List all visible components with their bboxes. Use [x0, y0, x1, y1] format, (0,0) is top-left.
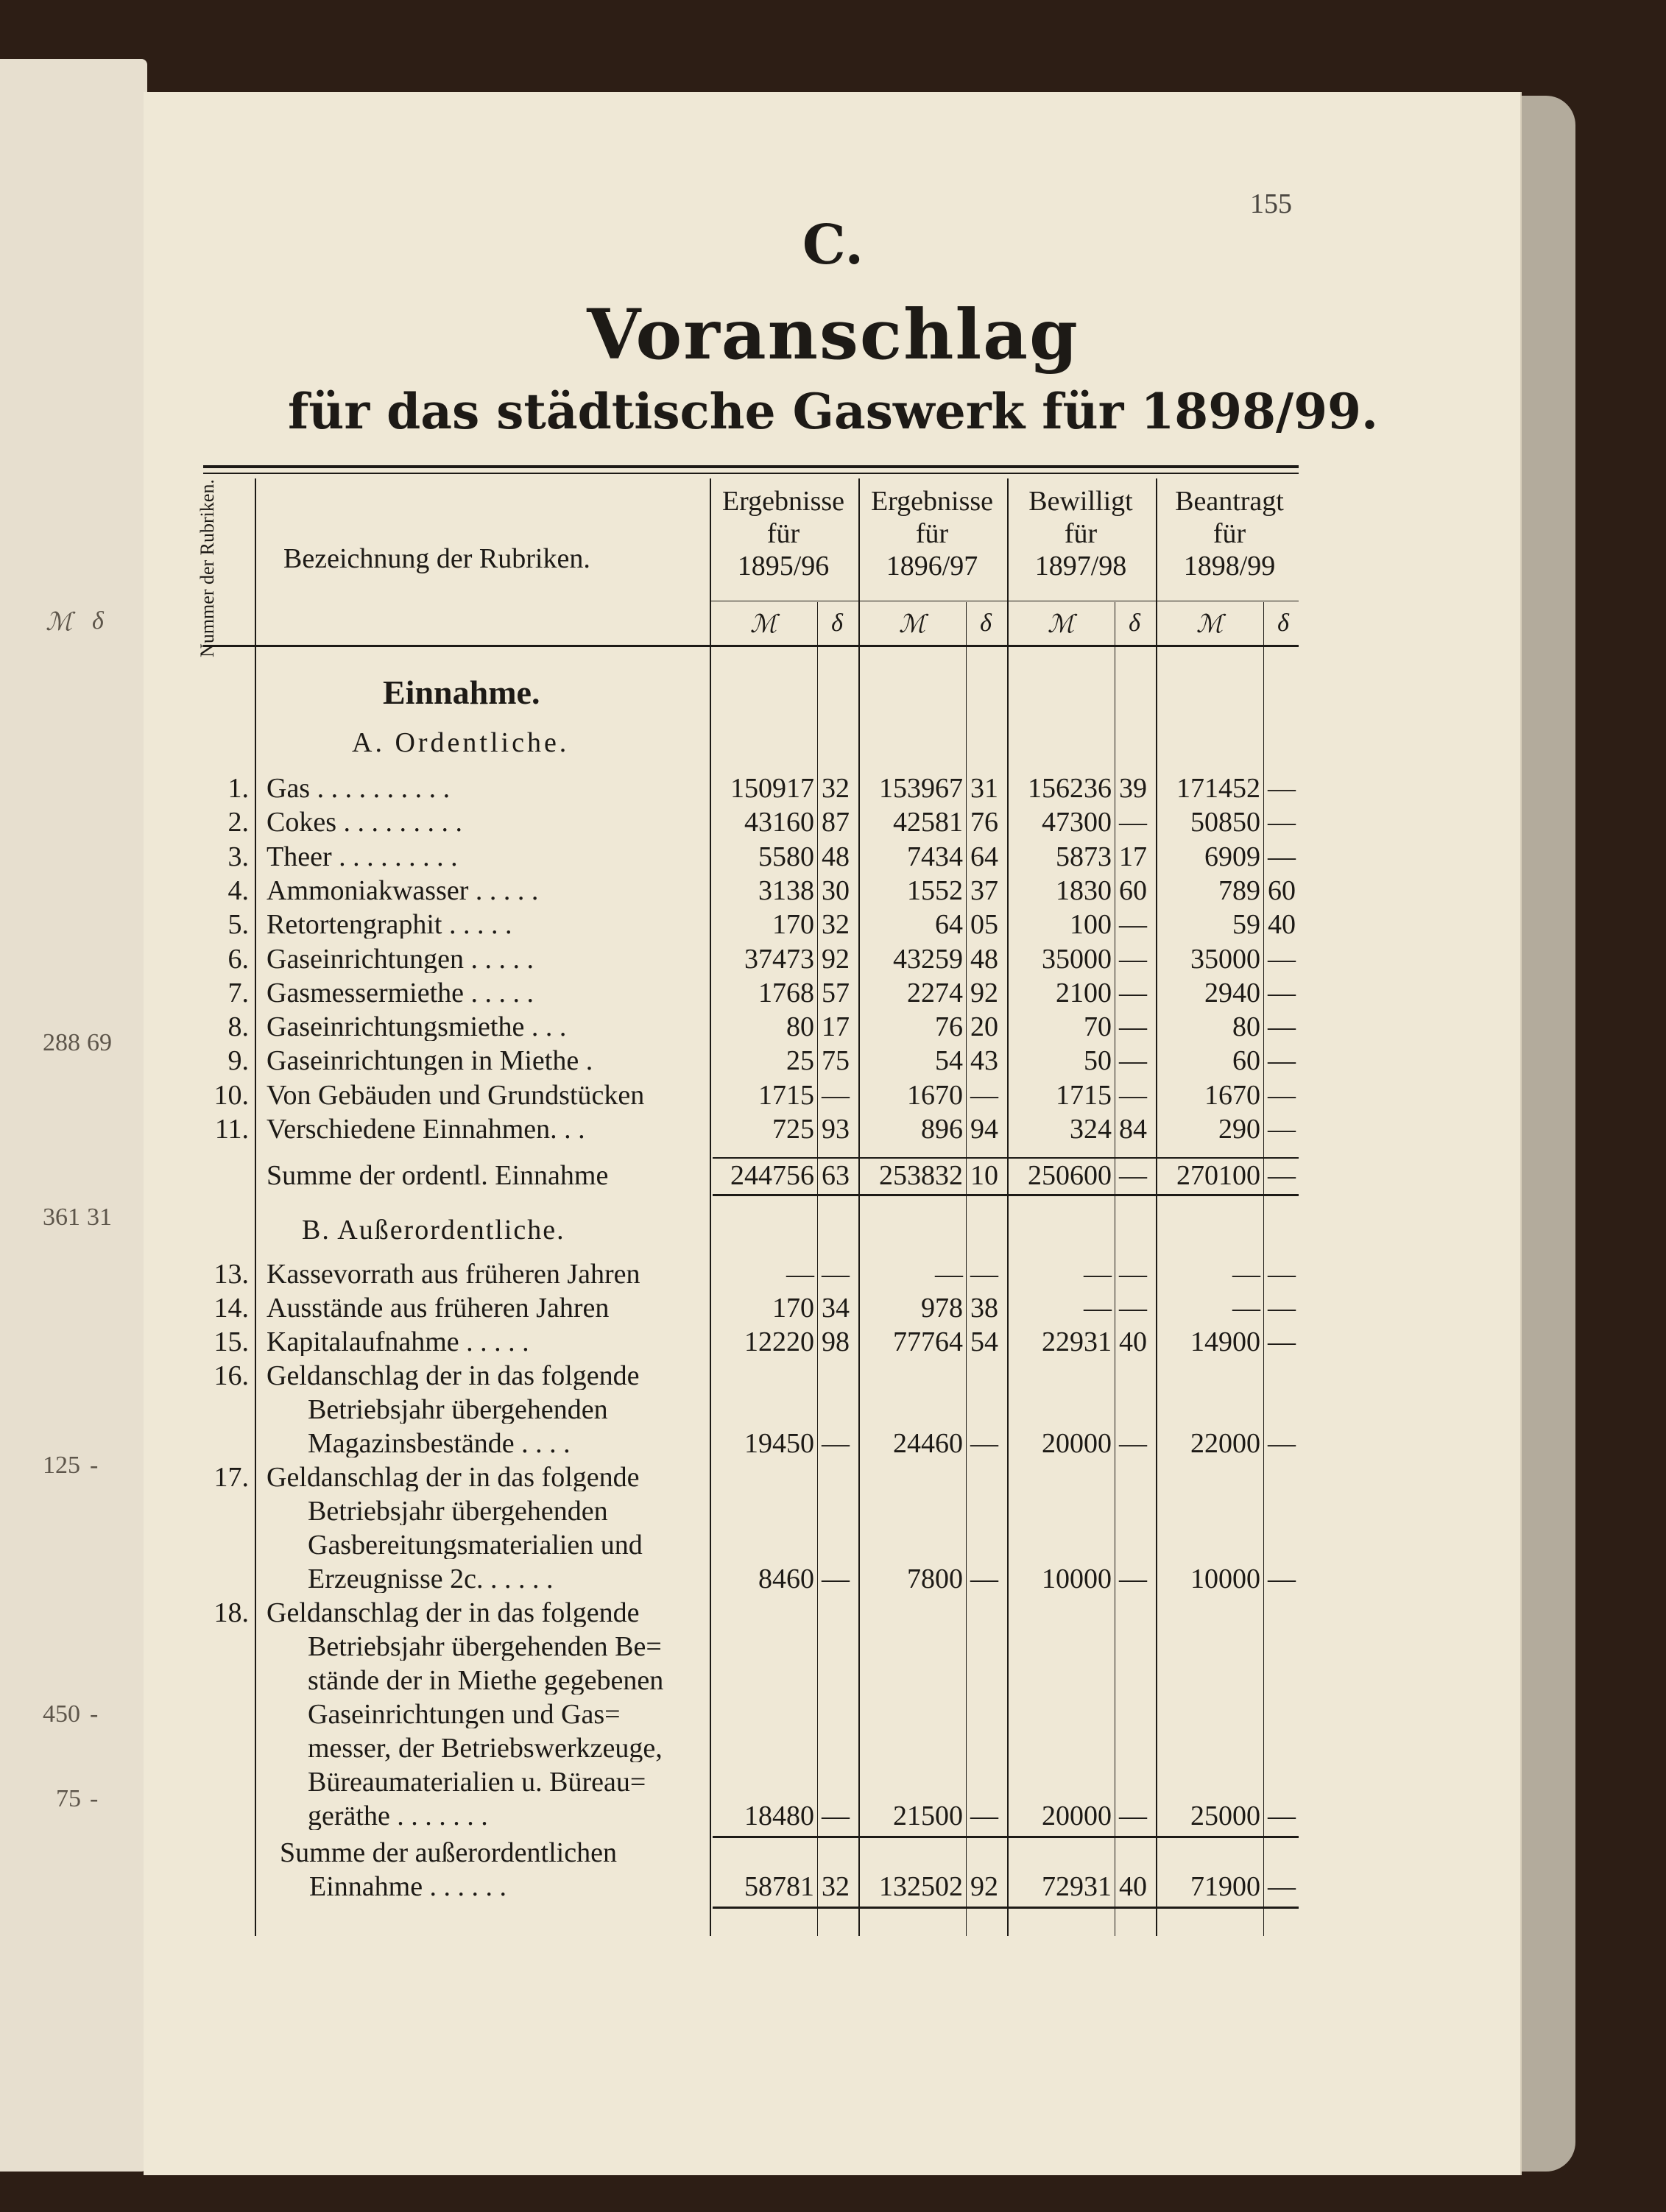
- amount-mark: 70: [1084, 1011, 1112, 1042]
- amount-pfennig: —: [822, 1259, 850, 1290]
- amount-pfennig: —: [1268, 1293, 1296, 1324]
- amount-pfennig: —: [970, 1080, 998, 1111]
- column-header-line3: 1896/97: [886, 551, 978, 582]
- amount-pfennig: —: [1119, 978, 1147, 1008]
- amount-mark: 22931: [1042, 1326, 1112, 1357]
- column-header-line3: 1898/99: [1183, 551, 1276, 582]
- amount-pfennig: —: [1268, 807, 1296, 838]
- amount-pfennig: 93: [822, 1114, 850, 1145]
- amount-mark: 896: [921, 1114, 963, 1145]
- amount-mark: 43259: [893, 944, 963, 975]
- amount-mark: 19450: [744, 1428, 814, 1459]
- amount-mark: 18480: [744, 1801, 814, 1831]
- amount-pfennig: 60: [1268, 875, 1296, 906]
- amount-pfennig: 63: [822, 1160, 850, 1191]
- amount-pfennig: —: [970, 1259, 998, 1290]
- amount-mark: 5873: [1056, 841, 1112, 872]
- margin-note: 125: [43, 1452, 80, 1479]
- sum-label: Summe der ordentl. Einnahme: [267, 1162, 609, 1190]
- mark-unit-label: ℳ: [1196, 611, 1224, 638]
- pf-divider: [966, 602, 967, 1936]
- amount-pfennig: 54: [970, 1326, 998, 1357]
- amount-pfennig: 10: [970, 1160, 998, 1191]
- row-number: 9.: [227, 1045, 249, 1076]
- amount-mark: 20000: [1042, 1801, 1112, 1831]
- amount-pfennig: —: [1268, 1160, 1296, 1191]
- amount-pfennig: —: [1268, 1114, 1296, 1145]
- amount-pfennig: 75: [822, 1045, 850, 1076]
- amount-mark: —: [935, 1259, 963, 1290]
- mark-unit-label: ℳ: [1047, 611, 1075, 638]
- amount-pfennig: 60: [1119, 875, 1147, 906]
- amount-mark: 7800: [907, 1563, 963, 1594]
- column-header-line1: Bewilligt: [1028, 486, 1133, 517]
- amount-mark: 80: [786, 1011, 814, 1042]
- pfennig-unit-label: δ: [1129, 609, 1140, 637]
- margin-note: δ: [92, 607, 104, 635]
- row-number: 18.: [213, 1597, 249, 1628]
- amount-pfennig: —: [1268, 773, 1296, 804]
- amount-mark: 25000: [1190, 1801, 1260, 1831]
- amount-pfennig: —: [1268, 1326, 1296, 1357]
- amount-mark: 59: [1232, 909, 1260, 940]
- margin-note: 75: [56, 1785, 81, 1812]
- amount-pfennig: —: [970, 1428, 998, 1459]
- row-label-line: Büreaumaterialien u. Büreau=: [308, 1768, 646, 1796]
- row-number: 8.: [227, 1011, 249, 1042]
- row-label-line: Gasbereitungsmaterialien und: [308, 1531, 643, 1559]
- column-header-line2: für: [766, 518, 800, 549]
- section-heading: Einnahme.: [383, 674, 540, 711]
- column-divider: [858, 478, 860, 1936]
- margin-note: ℳ: [46, 609, 73, 636]
- amount-mark: 725: [772, 1114, 814, 1145]
- amount-mark: —: [1232, 1259, 1260, 1290]
- amount-pfennig: —: [1268, 1080, 1296, 1111]
- sum-rule: [713, 1157, 1299, 1159]
- amount-pfennig: 94: [970, 1114, 998, 1145]
- row-number: 1.: [227, 773, 249, 804]
- row-label-line: Ausstände aus früheren Jahren: [267, 1294, 610, 1322]
- amount-pfennig: 43: [970, 1045, 998, 1076]
- amount-pfennig: —: [1119, 1160, 1147, 1191]
- pf-divider: [1263, 602, 1264, 1936]
- amount-mark: 77764: [893, 1326, 963, 1357]
- left-page-edge: [0, 59, 147, 2172]
- amount-mark: —: [1084, 1293, 1112, 1324]
- amount-mark: 24460: [893, 1428, 963, 1459]
- row-label-line: stände der in Miethe gegebenen: [308, 1667, 664, 1695]
- column-header-line2: für: [1213, 518, 1246, 549]
- amount-mark: 72931: [1042, 1871, 1112, 1902]
- amount-mark: 2100: [1056, 978, 1112, 1008]
- amount-pfennig: —: [1268, 1045, 1296, 1076]
- amount-pfennig: 32: [822, 1871, 850, 1902]
- amount-pfennig: —: [822, 1428, 850, 1459]
- amount-mark: 43160: [744, 807, 814, 838]
- amount-pfennig: 92: [822, 944, 850, 975]
- amount-mark: 12220: [744, 1326, 814, 1357]
- amount-pfennig: —: [1119, 944, 1147, 975]
- amount-pfennig: 34: [822, 1293, 850, 1324]
- amount-pfennig: 05: [970, 909, 998, 940]
- column-header-line2: für: [915, 518, 949, 549]
- amount-mark: 10000: [1042, 1563, 1112, 1594]
- amount-mark: 324: [1070, 1114, 1112, 1145]
- amount-mark: 2940: [1204, 978, 1260, 1008]
- amount-mark: 1670: [907, 1080, 963, 1111]
- amount-pfennig: 32: [822, 909, 850, 940]
- margin-note: 31: [87, 1204, 112, 1231]
- margin-note: 288: [43, 1029, 80, 1056]
- amount-mark: 21500: [893, 1801, 963, 1831]
- row-label-line: Geldanschlag der in das folgende: [267, 1599, 640, 1627]
- pfennig-unit-label: δ: [980, 609, 992, 637]
- mark-unit-label: ℳ: [749, 611, 777, 638]
- amount-mark: 7434: [907, 841, 963, 872]
- row-number: 4.: [227, 875, 249, 906]
- row-label-line: messer, der Betriebswerkzeuge,: [308, 1734, 663, 1762]
- amount-pfennig: —: [1268, 944, 1296, 975]
- amount-mark: 35000: [1190, 944, 1260, 975]
- column-header-line2: für: [1064, 518, 1098, 549]
- sum-rule: [713, 1907, 1299, 1909]
- amount-pfennig: —: [1119, 1259, 1147, 1290]
- amount-mark: 20000: [1042, 1428, 1112, 1459]
- amount-pfennig: —: [1268, 1011, 1296, 1042]
- amount-mark: 54: [935, 1045, 963, 1076]
- margin-note: -: [90, 1785, 99, 1812]
- row-label: Retortengraphit . . . . .: [267, 911, 512, 939]
- page-title: Voranschlag: [587, 294, 1079, 375]
- page-number: 155: [1250, 188, 1292, 219]
- amount-pfennig: 37: [970, 875, 998, 906]
- row-label-line: Kapitalaufnahme . . . . .: [267, 1328, 529, 1356]
- margin-note: 361: [43, 1204, 80, 1231]
- column-divider: [1156, 478, 1157, 1936]
- amount-mark: 50850: [1190, 807, 1260, 838]
- column-divider: [255, 478, 256, 1936]
- amount-mark: 1768: [758, 978, 814, 1008]
- row-number: 7.: [227, 978, 249, 1008]
- amount-mark: 132502: [879, 1871, 963, 1902]
- column-header-line1: Ergebnisse: [870, 486, 994, 517]
- amount-pfennig: 92: [970, 978, 998, 1008]
- amount-mark: 150917: [730, 773, 814, 804]
- amount-mark: 37473: [744, 944, 814, 975]
- row-number: 16.: [213, 1360, 249, 1391]
- amount-mark: 50: [1084, 1045, 1112, 1076]
- amount-pfennig: —: [822, 1563, 850, 1594]
- row-number: 13.: [213, 1259, 249, 1290]
- amount-mark: 22000: [1190, 1428, 1260, 1459]
- amount-pfennig: —: [970, 1801, 998, 1831]
- amount-pfennig: —: [1268, 1871, 1296, 1902]
- amount-pfennig: —: [1119, 1801, 1147, 1831]
- amount-pfennig: 32: [822, 773, 850, 804]
- row-label: Gasmessermiethe . . . . .: [267, 979, 534, 1007]
- amount-mark: 76: [935, 1011, 963, 1042]
- amount-mark: 1715: [758, 1080, 814, 1111]
- column-divider: [1007, 478, 1009, 1936]
- row-number: 5.: [227, 909, 249, 940]
- page-subtitle: für das städtische Gaswerk für 1898/99.: [288, 383, 1378, 440]
- section-letter: C.: [802, 213, 864, 277]
- amount-mark: 64: [935, 909, 963, 940]
- amount-pfennig: 39: [1119, 773, 1147, 804]
- margin-note: 450: [43, 1700, 80, 1728]
- amount-mark: 8460: [758, 1563, 814, 1594]
- row-number: 10.: [213, 1080, 249, 1111]
- amount-mark: 270100: [1176, 1160, 1260, 1191]
- amount-mark: 170: [772, 1293, 814, 1324]
- subsection-a-heading: A. Ordentliche.: [352, 727, 570, 758]
- amount-pfennig: 38: [970, 1293, 998, 1324]
- amount-pfennig: 40: [1119, 1871, 1147, 1902]
- amount-pfennig: 17: [822, 1011, 850, 1042]
- label-column-header: Bezeichnung der Rubriken.: [283, 543, 590, 574]
- amount-pfennig: —: [1268, 1801, 1296, 1831]
- amount-mark: —: [1232, 1293, 1260, 1324]
- top-double-rule: [203, 473, 1299, 474]
- column-header-line1: Beantragt: [1175, 486, 1284, 517]
- amount-pfennig: 30: [822, 875, 850, 906]
- amount-mark: 10000: [1190, 1563, 1260, 1594]
- margin-note: -: [90, 1700, 99, 1728]
- amount-mark: 6909: [1204, 841, 1260, 872]
- amount-pfennig: 92: [970, 1871, 998, 1902]
- amount-mark: —: [786, 1259, 814, 1290]
- amount-mark: 1552: [907, 875, 963, 906]
- row-number: 6.: [227, 944, 249, 975]
- amount-pfennig: —: [1268, 841, 1296, 872]
- amount-mark: 250600: [1028, 1160, 1112, 1191]
- amount-pfennig: 76: [970, 807, 998, 838]
- amount-mark: 171452: [1176, 773, 1260, 804]
- amount-mark: 14900: [1190, 1326, 1260, 1357]
- row-number: 15.: [213, 1326, 249, 1357]
- amount-pfennig: —: [970, 1563, 998, 1594]
- amount-pfennig: —: [1268, 1428, 1296, 1459]
- amount-pfennig: —: [1268, 1259, 1296, 1290]
- row-label-line: Magazinsbestände . . . .: [308, 1430, 571, 1457]
- amount-pfennig: —: [1119, 1428, 1147, 1459]
- amount-mark: 789: [1218, 875, 1260, 906]
- amount-pfennig: 48: [970, 944, 998, 975]
- pfennig-unit-label: δ: [1277, 609, 1289, 637]
- amount-mark: 71900: [1190, 1871, 1260, 1902]
- amount-mark: 978: [921, 1293, 963, 1324]
- amount-pfennig: —: [1119, 1563, 1147, 1594]
- amount-pfennig: 98: [822, 1326, 850, 1357]
- amount-mark: 58781: [744, 1871, 814, 1902]
- row-label: Theer . . . . . . . . .: [267, 843, 458, 871]
- column-header-line3: 1895/96: [737, 551, 830, 582]
- amount-pfennig: 57: [822, 978, 850, 1008]
- amount-pfennig: 87: [822, 807, 850, 838]
- row-label: Verschiedene Einnahmen. . .: [267, 1115, 585, 1143]
- amount-pfennig: —: [1119, 1080, 1147, 1111]
- amount-mark: 2274: [907, 978, 963, 1008]
- row-number: 2.: [227, 807, 249, 838]
- amount-pfennig: 20: [970, 1011, 998, 1042]
- amount-mark: 253832: [879, 1160, 963, 1191]
- row-label: Gas . . . . . . . . . .: [267, 774, 451, 802]
- amount-mark: 47300: [1042, 807, 1112, 838]
- column-header-line3: 1897/98: [1034, 551, 1127, 582]
- amount-pfennig: 31: [970, 773, 998, 804]
- column-divider: [710, 478, 711, 1936]
- amount-pfennig: —: [1119, 1011, 1147, 1042]
- row-label-line: Geldanschlag der in das folgende: [267, 1362, 640, 1390]
- number-column-header: Nummer der Rubriken.: [197, 479, 218, 657]
- amount-mark: 25: [786, 1045, 814, 1076]
- amount-mark: 290: [1218, 1114, 1260, 1145]
- amount-mark: 100: [1070, 909, 1112, 940]
- amount-pfennig: —: [822, 1080, 850, 1111]
- row-label-line: Betriebsjahr übergehenden Be=: [308, 1633, 662, 1661]
- row-label-line: geräthe . . . . . . .: [308, 1802, 488, 1830]
- row-number: 17.: [213, 1462, 249, 1493]
- row-label: Gaseinrichtungen . . . . .: [267, 945, 534, 973]
- amount-mark: 153967: [879, 773, 963, 804]
- subsection-b-heading: B. Außerordentliche.: [302, 1215, 565, 1245]
- row-label-line: Geldanschlag der in das folgende: [267, 1463, 640, 1491]
- amount-pfennig: —: [1119, 909, 1147, 940]
- amount-mark: —: [1084, 1259, 1112, 1290]
- row-label: Cokes . . . . . . . . .: [267, 808, 462, 836]
- pf-divider: [817, 602, 818, 1936]
- row-label-line: Betriebsjahr übergehenden: [308, 1396, 608, 1424]
- row-label-line: Betriebsjahr übergehenden: [308, 1497, 608, 1525]
- row-label: Von Gebäuden und Grundstücken: [267, 1081, 645, 1109]
- amount-mark: 60: [1232, 1045, 1260, 1076]
- amount-pfennig: 40: [1119, 1326, 1147, 1357]
- row-label: Gaseinrichtungen in Miethe .: [267, 1047, 593, 1075]
- pfennig-unit-label: δ: [831, 609, 843, 637]
- margin-note: 69: [87, 1029, 112, 1056]
- top-double-rule: [203, 465, 1299, 468]
- sum-rule: [713, 1194, 1299, 1196]
- amount-pfennig: —: [1119, 807, 1147, 838]
- amount-mark: 3138: [758, 875, 814, 906]
- amount-mark: 244756: [730, 1160, 814, 1191]
- amount-mark: 156236: [1028, 773, 1112, 804]
- amount-mark: 1830: [1056, 875, 1112, 906]
- row-label-line: Kassevorrath aus früheren Jahren: [267, 1260, 640, 1288]
- row-label-line: Gaseinrichtungen und Gas=: [308, 1700, 621, 1728]
- amount-mark: 80: [1232, 1011, 1260, 1042]
- amount-mark: 42581: [893, 807, 963, 838]
- margin-note: -: [90, 1452, 99, 1479]
- row-number: 14.: [213, 1293, 249, 1324]
- amount-pfennig: 40: [1268, 909, 1296, 940]
- sum-label-line: Einnahme . . . . . .: [309, 1873, 507, 1901]
- amount-pfennig: 64: [970, 841, 998, 872]
- row-label-line: Erzeugnisse 2c. . . . . .: [308, 1565, 554, 1593]
- amount-mark: 35000: [1042, 944, 1112, 975]
- amount-pfennig: —: [1119, 1045, 1147, 1076]
- amount-pfennig: —: [1268, 978, 1296, 1008]
- row-number: 3.: [227, 841, 249, 872]
- amount-pfennig: —: [1268, 1563, 1296, 1594]
- amount-pfennig: 84: [1119, 1114, 1147, 1145]
- amount-mark: 170: [772, 909, 814, 940]
- row-label: Gaseinrichtungsmiethe . . .: [267, 1013, 567, 1041]
- amount-pfennig: —: [1119, 1293, 1147, 1324]
- column-header-line1: Ergebnisse: [721, 486, 845, 517]
- sum-rule: [713, 1836, 1299, 1838]
- mark-unit-label: ℳ: [898, 611, 926, 638]
- amount-pfennig: 17: [1119, 841, 1147, 872]
- header-bottom-rule: [203, 645, 1299, 647]
- row-label: Ammoniakwasser . . . . .: [267, 877, 539, 905]
- amount-pfennig: —: [822, 1801, 850, 1831]
- amount-mark: 5580: [758, 841, 814, 872]
- amount-mark: 1670: [1204, 1080, 1260, 1111]
- sum-label-line: Summe der außerordentlichen: [280, 1839, 617, 1867]
- amount-mark: 1715: [1056, 1080, 1112, 1111]
- row-number: 11.: [214, 1114, 249, 1145]
- amount-pfennig: 48: [822, 841, 850, 872]
